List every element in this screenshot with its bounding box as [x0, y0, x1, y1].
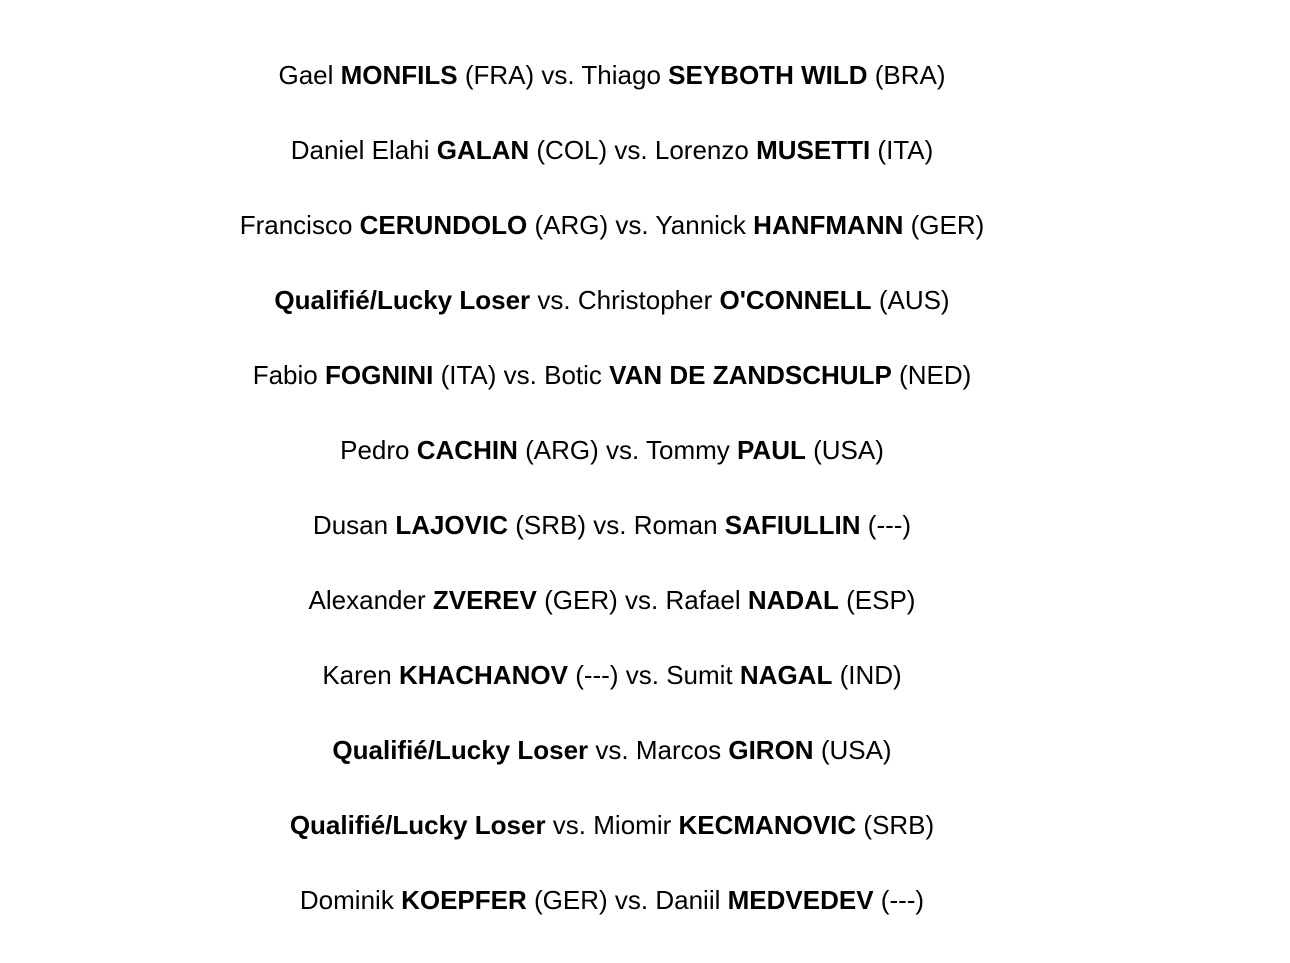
player1-last-name: KHACHANOV	[398, 660, 568, 690]
player2-country: (---)	[867, 510, 912, 540]
player1-last-name: CERUNDOLO	[359, 210, 528, 240]
versus-label: vs.	[537, 285, 571, 315]
player2-last-name: GIRON	[728, 735, 814, 765]
match-line	[0, 276, 1224, 351]
player1-last-name: Qualifié/Lucky Loser	[332, 735, 589, 765]
player1-country: (ARG)	[525, 435, 599, 465]
player2-last-name: KECMANOVIC	[678, 810, 857, 840]
versus-label: vs.	[595, 735, 629, 765]
player2-country: (NED)	[899, 360, 972, 390]
player1-first-name: Alexander	[308, 585, 426, 615]
draw-list	[0, 51, 1224, 951]
player1-first-name: Gael	[278, 60, 334, 90]
player2-country: (GER)	[910, 210, 985, 240]
player1-country: (FRA)	[464, 60, 535, 90]
player1-last-name: Qualifié/Lucky Loser	[289, 810, 546, 840]
versus-label: vs.	[615, 210, 649, 240]
player1-last-name: CACHIN	[416, 435, 518, 465]
player2-first-name: Miomir	[593, 810, 672, 840]
versus-label: vs.	[614, 135, 648, 165]
match-line	[0, 201, 1224, 276]
match-line	[0, 576, 1224, 651]
versus-label: vs.	[625, 660, 659, 690]
player2-first-name: Rafael	[665, 585, 741, 615]
player1-last-name: LAJOVIC	[395, 510, 508, 540]
player1-country: (COL)	[536, 135, 608, 165]
player1-country: (SRB)	[515, 510, 587, 540]
player1-first-name: Karen	[322, 660, 392, 690]
player1-country: (GER)	[544, 585, 618, 615]
player1-country: (ITA)	[440, 360, 497, 390]
player2-last-name: NADAL	[747, 585, 839, 615]
versus-label: vs.	[605, 435, 640, 465]
player2-last-name: HANFMANN	[753, 210, 904, 240]
versus-label: vs.	[625, 585, 659, 615]
player1-last-name: FOGNINI	[325, 360, 434, 390]
match-line	[0, 351, 1224, 426]
player2-first-name: Botic	[544, 360, 602, 390]
player1-last-name: GALAN	[436, 135, 530, 165]
versus-label: vs.	[593, 510, 627, 540]
player1-last-name: ZVEREV	[432, 585, 537, 615]
match-line	[0, 51, 1224, 126]
player2-country: (ITA)	[877, 135, 934, 165]
match-line	[0, 126, 1224, 201]
player2-first-name: Marcos	[635, 735, 722, 765]
player2-first-name: Thiago	[581, 60, 661, 90]
player2-first-name: Christopher	[577, 285, 713, 315]
match-line	[0, 801, 1224, 876]
player2-first-name: Yannick	[655, 210, 746, 240]
player1-country: (GER)	[533, 885, 608, 915]
player2-last-name: O'CONNELL	[719, 285, 872, 315]
versus-label: vs.	[541, 60, 575, 90]
player2-country: (USA)	[813, 435, 884, 465]
match-line	[0, 876, 1224, 951]
player2-last-name: VAN DE ZANDSCHULP	[609, 360, 892, 390]
match-line	[0, 651, 1224, 726]
player2-country: (---)	[880, 885, 925, 915]
player2-last-name: MEDVEDEV	[727, 885, 874, 915]
player1-first-name: Pedro	[340, 435, 410, 465]
match-line	[0, 426, 1224, 501]
player1-country: (ARG)	[534, 210, 609, 240]
player2-last-name: SAFIULLIN	[724, 510, 861, 540]
player1-first-name: Daniel Elahi	[290, 135, 430, 165]
player1-last-name: KOEPFER	[401, 885, 527, 915]
player2-country: (AUS)	[878, 285, 950, 315]
player2-first-name: Daniil	[655, 885, 721, 915]
player2-country: (USA)	[820, 735, 892, 765]
match-line	[0, 726, 1224, 801]
versus-label: vs.	[552, 810, 587, 840]
versus-label: vs.	[614, 885, 649, 915]
player2-last-name: NAGAL	[739, 660, 833, 690]
player1-first-name: Dominik	[299, 885, 394, 915]
player2-last-name: SEYBOTH WILD	[668, 60, 868, 90]
player1-last-name: MONFILS	[340, 60, 458, 90]
player2-last-name: MUSETTI	[756, 135, 871, 165]
player2-country: (ESP)	[846, 585, 916, 615]
player2-country: (SRB)	[863, 810, 935, 840]
player2-first-name: Sumit	[666, 660, 733, 690]
player1-country: (---)	[575, 660, 619, 690]
player2-first-name: Lorenzo	[654, 135, 749, 165]
player1-first-name: Francisco	[239, 210, 353, 240]
player2-first-name: Roman	[633, 510, 718, 540]
versus-label: vs.	[503, 360, 537, 390]
player2-country: (BRA)	[874, 60, 946, 90]
player2-country: (IND)	[839, 660, 902, 690]
player1-last-name: Qualifié/Lucky Loser	[274, 285, 531, 315]
player2-last-name: PAUL	[737, 435, 806, 465]
player1-first-name: Dusan	[312, 510, 389, 540]
match-line	[0, 501, 1224, 576]
player1-first-name: Fabio	[252, 360, 318, 390]
player2-first-name: Tommy	[645, 435, 730, 465]
